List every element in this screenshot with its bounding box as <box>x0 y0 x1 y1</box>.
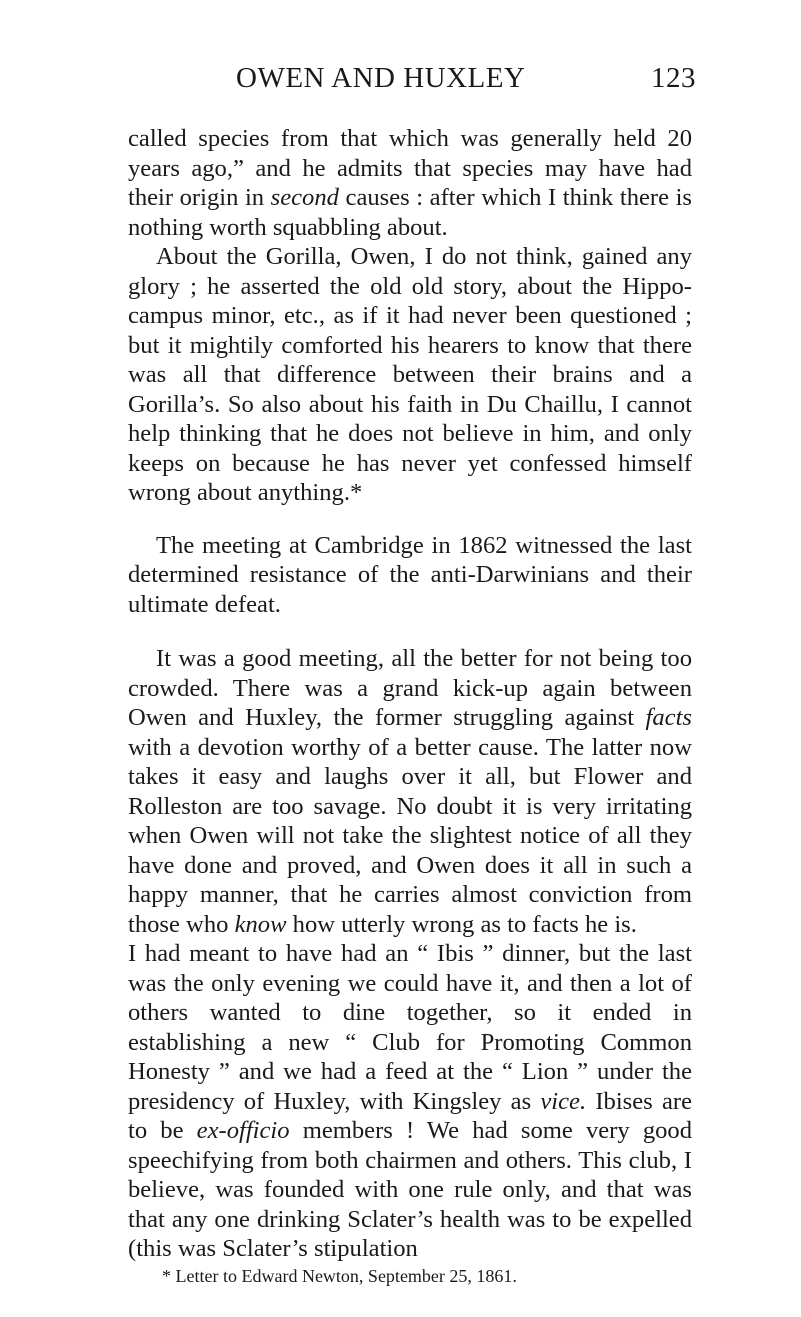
page-number: 123 <box>651 62 696 94</box>
quote-intro-paragraph: The meeting at Cambridge in 1862 witnessed the last determined resistance of the anti-Darwinians and their ultimate defeat. <box>128 531 692 618</box>
text-run: Ibises are to be <box>128 1087 692 1144</box>
italic-run: facts <box>645 704 692 731</box>
running-header <box>128 58 696 98</box>
italic-run: ex-officio <box>196 1117 290 1144</box>
body-text <box>128 124 692 1264</box>
paragraph-1 <box>128 124 692 242</box>
text-run: how utterly wrong as to facts he is. <box>286 910 637 938</box>
paragraph-2: About the Gorilla, Owen, I do not think, gained any glory ; he asserted the old old story, about the Hippo-campus minor, etc., as if it had never been questioned ; but it mightily comforted his hearers to know that there was all that difference between their brains and a Gorilla’s. So also about his faith in Du Chaillu, I cannot help thinking that he does not believe in him, and only keeps on because he has never yet confessed himself wrong about anything.* <box>128 243 692 506</box>
paragraph-5 <box>128 939 692 1264</box>
italic-run: second <box>270 184 339 211</box>
italic-run: know <box>234 910 287 938</box>
text-run: with a devotion worthy of a better cause. The latter now takes it easy and laughs over it all, but Flower and Rolleston are too savage. No doubt it is very irritating when Owen will not take the slightest notice of all they have done and proved, and Owen does it all in such a happy manner, that he carries almost conviction from those who <box>128 733 692 938</box>
text-run: It was a good meeting, all the better for not being too crowded. There was a grand kick-up again between Owen and Huxley, the former struggling against <box>128 645 692 731</box>
text-run: I had meant to have had an “ Ibis ” dinner, but the last was the only evening we could have it, and then a lot of others wanted to dine together, so it ended in establishing a new “ Club for Promoting Common Honesty ” and we had a feed at the “ Lion ” under the presidency of Huxley, with Kingsley as <box>128 940 692 1115</box>
italic-run: vice. <box>540 1087 587 1115</box>
running-title: OWEN AND HUXLEY <box>236 62 526 94</box>
text-run: members ! We had some very good speechifying from both chairmen and others. This club, I believe, was founded with one rule only, and that was that any one drinking Sclater’s health was to be expelled (this was Sclater’s stipulation <box>128 1117 693 1262</box>
footnote: * Letter to Edward Newton, September 25, 1861. <box>162 1266 517 1286</box>
paragraph-4 <box>128 644 692 939</box>
text-run: causes : after which I think there is nothing worth squabbling about. <box>128 184 692 241</box>
text-run: called species from that which was generally held 20 years ago,” and he admits that species may have had their origin in <box>128 125 692 211</box>
